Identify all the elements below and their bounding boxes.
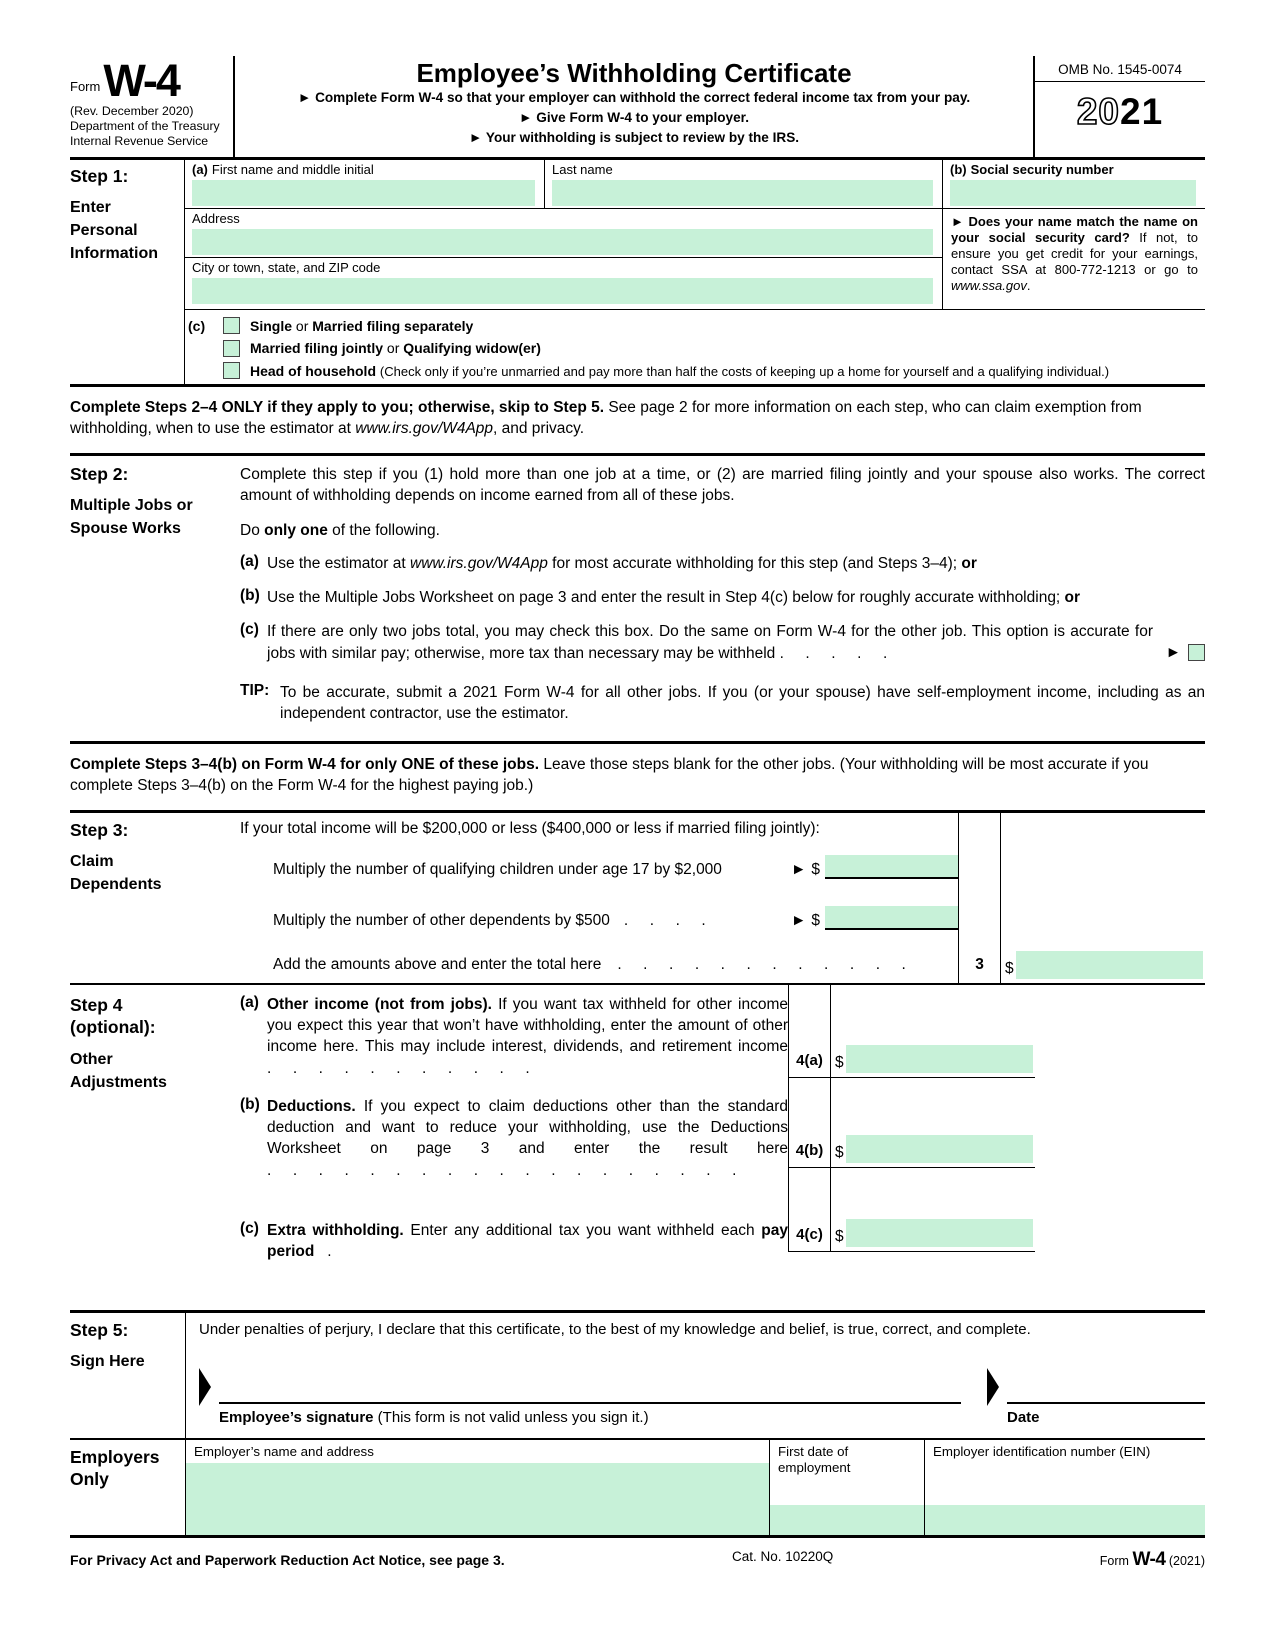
date-arrow-icon <box>987 1368 999 1406</box>
filing-option-married-jointly: Married filing jointly or Qualifying widow(er) <box>185 340 1205 357</box>
arrow-icon: ► <box>1165 643 1181 661</box>
form-number: W-4 <box>103 55 179 106</box>
filing-option-single: (c) Single or Married filing separately <box>188 317 474 334</box>
step3-total-row: Add the amounts above and enter the total here . . . . . . . . . . . . <box>273 955 906 973</box>
extra-withholding-input[interactable] <box>846 1219 1033 1247</box>
step3-line-number-cell: 3 <box>958 813 1000 983</box>
ssa-note: ► Does your name match the name on your social security card? If not, to ensure you get credit for your earnings, contact SSA at 800-772-1213 or go to www.ssa.gov. <box>943 209 1205 310</box>
last-name-cell <box>545 160 943 209</box>
steps-3-4b-notice: Complete Steps 3–4(b) on Form W-4 for only ONE of these jobs. Leave those steps blank for the other jobs. (Your withholding will be most accurate if you complete Steps 3–4(b) on the Form W-4 for the highest paying job.) <box>70 755 1149 794</box>
employers-only-section <box>70 1438 1205 1538</box>
two-jobs-checkbox[interactable] <box>1188 644 1205 661</box>
department-label: Department of the Treasury <box>70 119 220 134</box>
address-cell <box>185 209 943 258</box>
step5-label: Step 5: <box>70 1319 129 1340</box>
w4app-link: www.irs.gov/W4App <box>410 554 548 572</box>
step2-label: Step 2: <box>70 463 129 484</box>
address-label: Address <box>192 211 240 226</box>
step3-total-amount-input[interactable] <box>1016 951 1203 979</box>
step4b-line-number-cell: 4(b) <box>788 1078 830 1168</box>
last-name-input[interactable] <box>552 180 933 206</box>
step4-label: Step 4 (optional): <box>70 994 156 1038</box>
arrow-icon: ► <box>468 130 483 146</box>
step3-intro: If your total income will be $200,000 or less ($400,000 or less if married filing jointly): <box>240 819 820 837</box>
ssn-input[interactable] <box>950 180 1196 206</box>
form-word: Form <box>70 79 101 95</box>
title-block <box>235 56 1033 157</box>
employer-name-cell <box>185 1440 770 1535</box>
tax-year: 2021 <box>1076 91 1164 132</box>
children-amount-input[interactable] <box>825 855 958 879</box>
date-label: Date <box>1007 1408 1040 1426</box>
step2-intro: Complete this step if you (1) hold more than one job at a time, or (2) are married filing jointly and your spouse also works. The correct amount of withholding depends on income earned from all of these jobs. <box>240 465 1205 505</box>
employer-name-input[interactable] <box>186 1463 769 1534</box>
step3-children-row: Multiply the number of qualifying children under age 17 by $2,000 ► $ <box>240 855 958 879</box>
date-line[interactable] <box>1007 1388 1205 1404</box>
other-dependents-amount-input[interactable] <box>825 906 958 930</box>
ein-input[interactable] <box>925 1505 1205 1535</box>
step3-sublabel: Claim Dependents <box>70 852 162 893</box>
signature-arrow-icon <box>199 1368 211 1406</box>
w4app-link: www.irs.gov/W4App <box>355 419 494 437</box>
filing-option-head-of-household: Head of household (Check only if you’re unmarried and pay more than half the costs of keeping up a home for yourself and a qualifying individual.) <box>185 362 1205 379</box>
step3-amount-cell: $ <box>1000 813 1205 983</box>
city-input[interactable] <box>192 278 933 304</box>
step4a-line-number-cell: 4(a) <box>788 985 830 1078</box>
employers-only-label: Employers Only <box>70 1446 160 1490</box>
deductions-input[interactable] <box>846 1135 1033 1163</box>
city-cell <box>185 258 943 310</box>
step4c-amount-cell: $ <box>830 1168 1035 1252</box>
step5-section <box>70 1310 1205 1438</box>
first-date-label: First date of employment <box>778 1443 851 1476</box>
first-date-cell <box>770 1440 925 1535</box>
header-bullet-1: Complete Form W-4 so that your employer can withhold the correct federal income tax from your pay. <box>315 90 971 106</box>
footer-form-id: Form W-4 (2021) <box>1099 1548 1205 1570</box>
ssn-label: Social security number <box>970 162 1114 177</box>
step3-other-dependents-row: Multiply the number of other dependents by $500 . . . . ► $ <box>240 906 958 930</box>
agency-label: Internal Revenue Service <box>70 134 209 149</box>
step4a-text: (a) Other income (not from jobs). If you want tax withheld for other income you expect this year that won’t have withholding, enter the amount of other income here. This may include interest, dividends, and retirement income . . . . . . . . . . . <box>240 993 788 1077</box>
privacy-notice: For Privacy Act and Paperwork Reduction Act Notice, see page 3. <box>70 1551 505 1568</box>
single-checkbox[interactable] <box>223 317 240 334</box>
perjury-declaration: Under penalties of perjury, I declare that this certificate, to the best of my knowledge and belief, is true, correct, and complete. <box>199 1320 1031 1338</box>
arrow-icon: ► <box>791 911 807 929</box>
other-income-input[interactable] <box>846 1045 1033 1073</box>
page-title: Employee’s Withholding Certificate <box>416 58 852 88</box>
omb-block <box>1033 56 1205 157</box>
step2-option-c: (c) If there are only two jobs total, you may check this box. Do the same on Form W-4 for the other job. This option is accurate for jobs with similar pay; otherwise, more tax than necessary may be withheld . . . . . ► <box>240 621 1205 664</box>
step4c-line-number-cell: 4(c) <box>788 1168 830 1252</box>
employer-name-label: Employer’s name and address <box>194 1443 374 1459</box>
married-jointly-checkbox[interactable] <box>223 340 240 357</box>
catalog-number: Cat. No. 10220Q <box>732 1548 834 1564</box>
step4b-text: (b) Deductions. If you expect to claim deductions other than the standard deduction and want to reduce your withholding, use the Deductions Worksheet on page 3 and enter the result here . . . . . . . . . . . . . . . . . . . <box>240 1095 788 1179</box>
first-name-input[interactable] <box>192 180 535 206</box>
arrow-icon: ► <box>519 110 533 126</box>
step1-sublabel: Enter Personal Information <box>70 199 158 263</box>
step4a-amount-cell: $ <box>830 985 1035 1078</box>
city-label: City or town, state, and ZIP code <box>192 260 381 275</box>
step4-sublabel: Other Adjustments <box>70 1051 167 1092</box>
step2-tip: TIP: To be accurate, submit a 2021 Form W-4 for all other jobs. If you (or your spouse) have self-employment income, including as an independent contractor, use the estimator. <box>240 682 1205 723</box>
header-bullet-3: Your withholding is subject to review by the IRS. <box>485 130 800 146</box>
ein-cell <box>925 1440 1205 1535</box>
employee-signature-line[interactable] <box>219 1388 961 1404</box>
arrow-icon: ► <box>791 860 807 878</box>
step4b-amount-cell: $ <box>830 1078 1035 1168</box>
step2-sublabel: Multiple Jobs or Spouse Works <box>70 496 193 538</box>
header-bullet-2: Give Form W-4 to your employer. <box>536 110 749 126</box>
step3-label: Step 3: <box>70 819 129 840</box>
step1-label: Step 1: <box>70 166 129 186</box>
step2-label-block <box>70 464 240 725</box>
omb-number: OMB No. 1545-0074 <box>1035 56 1205 82</box>
step5-sublabel: Sign Here <box>70 1352 145 1370</box>
form-id-block <box>70 56 235 157</box>
page-footer <box>70 1549 1205 1571</box>
step3-section <box>70 810 1205 985</box>
step2-do-line: Do only one of the following. <box>240 521 440 539</box>
ein-label: Employer identification number (EIN) <box>933 1443 1151 1459</box>
step5-label-block <box>70 1313 185 1438</box>
last-name-label: Last name <box>552 162 613 177</box>
form-revision: (Rev. December 2020) <box>70 104 194 119</box>
steps-2-4-notice: Complete Steps 2–4 ONLY if they apply to you; otherwise, skip to Step 5. See page 2 for more information on each step, who can claim exemption from withholding, when to use the estimator at www.irs.gov/W4App, and privacy. <box>70 399 1142 437</box>
form-header <box>70 56 1205 160</box>
first-name-cell: (a) First name and middle initial <box>185 160 545 209</box>
head-of-household-checkbox[interactable] <box>223 362 240 379</box>
first-name-label: First name and middle initial <box>211 162 374 177</box>
step1-section <box>70 160 1205 387</box>
ssa-gov-link: www.ssa.gov <box>951 278 1027 294</box>
signature-block: Employee’s signature (This form is not valid unless you sign it.) <box>219 1388 961 1428</box>
arrow-icon: ► <box>297 90 312 106</box>
step2-section <box>70 453 1205 744</box>
step4-section <box>70 985 1205 1261</box>
ssn-cell: (b) Social security number <box>943 160 1205 209</box>
step1-label-block <box>70 160 184 384</box>
filing-status-group <box>185 310 1205 384</box>
step4c-text: (c) Extra withholding. Enter any additional tax you want withheld each pay period . <box>240 1219 788 1261</box>
step2-option-a: (a) Use the estimator at www.irs.gov/W4App for most accurate withholding for this step (and Steps 3–4); or <box>240 552 977 572</box>
step2-option-b: (b) Use the Multiple Jobs Worksheet on page 3 and enter the result in Step 4(c) below for roughly accurate withholding; or <box>240 586 1081 606</box>
first-date-input[interactable] <box>770 1505 924 1535</box>
date-block <box>987 1368 1205 1428</box>
step4-label-block <box>70 985 240 1092</box>
address-input[interactable] <box>192 229 933 255</box>
step3-label-block <box>70 813 240 983</box>
